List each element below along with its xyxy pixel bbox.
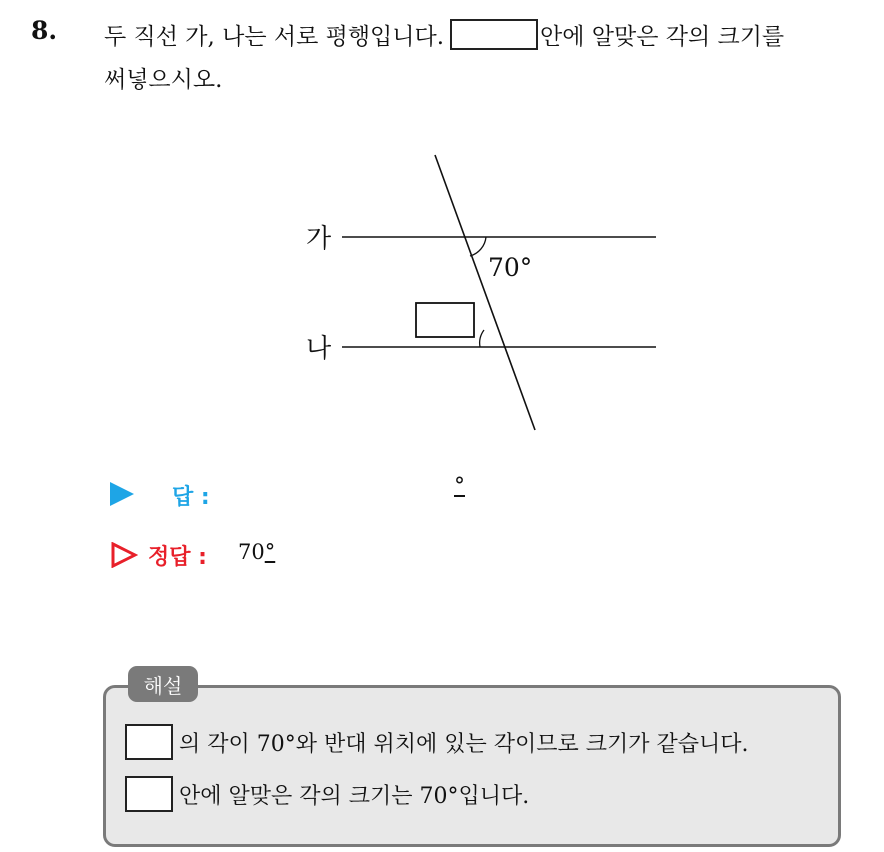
label-ga: 가 bbox=[306, 224, 332, 254]
question-text-after-blank: 안에 알맞은 각의 크기를 bbox=[540, 24, 785, 50]
correct-answer-unit: ° bbox=[264, 540, 276, 564]
answer-label: 답 : bbox=[172, 485, 210, 510]
parallel-lines-figure bbox=[290, 145, 670, 445]
correct-answer-number: 70 bbox=[238, 540, 265, 564]
angle-label-70: 70° bbox=[488, 253, 533, 282]
explanation-blank-box-2 bbox=[125, 776, 173, 812]
explanation-box bbox=[103, 685, 841, 847]
transversal-line bbox=[435, 155, 535, 430]
explanation-text-1: 의 각이 70°와 반대 위치에 있는 각이므로 크기가 같습니다. bbox=[179, 731, 749, 757]
question-text-line1 bbox=[104, 18, 784, 51]
answer-unit[interactable]: ° bbox=[454, 474, 465, 499]
question-number: 8. bbox=[31, 16, 58, 45]
question-blank-box bbox=[450, 19, 538, 50]
angle-arc-unknown bbox=[480, 330, 484, 347]
label-na: 나 bbox=[306, 334, 332, 364]
angle-arc-70 bbox=[470, 237, 486, 256]
explanation-title: 해설 bbox=[128, 666, 198, 702]
explanation-blank-box-1 bbox=[125, 724, 173, 760]
explanation-line1 bbox=[125, 724, 748, 760]
explanation-text-2: 안에 알맞은 각의 크기는 70°입니다. bbox=[179, 783, 530, 809]
explanation-line2 bbox=[125, 776, 529, 812]
correct-play-outline-icon bbox=[110, 542, 138, 568]
answer-row bbox=[110, 474, 610, 512]
answer-play-icon bbox=[110, 482, 134, 506]
correct-answer-row bbox=[110, 540, 510, 574]
figure-blank-box bbox=[416, 303, 474, 337]
correct-answer-label: 정답 : bbox=[148, 545, 207, 570]
question-text-line2: 써넣으시오. bbox=[104, 67, 223, 93]
question-text-before-blank: 두 직선 가, 나는 서로 평행입니다. bbox=[104, 24, 445, 50]
correct-answer-value bbox=[238, 540, 275, 564]
